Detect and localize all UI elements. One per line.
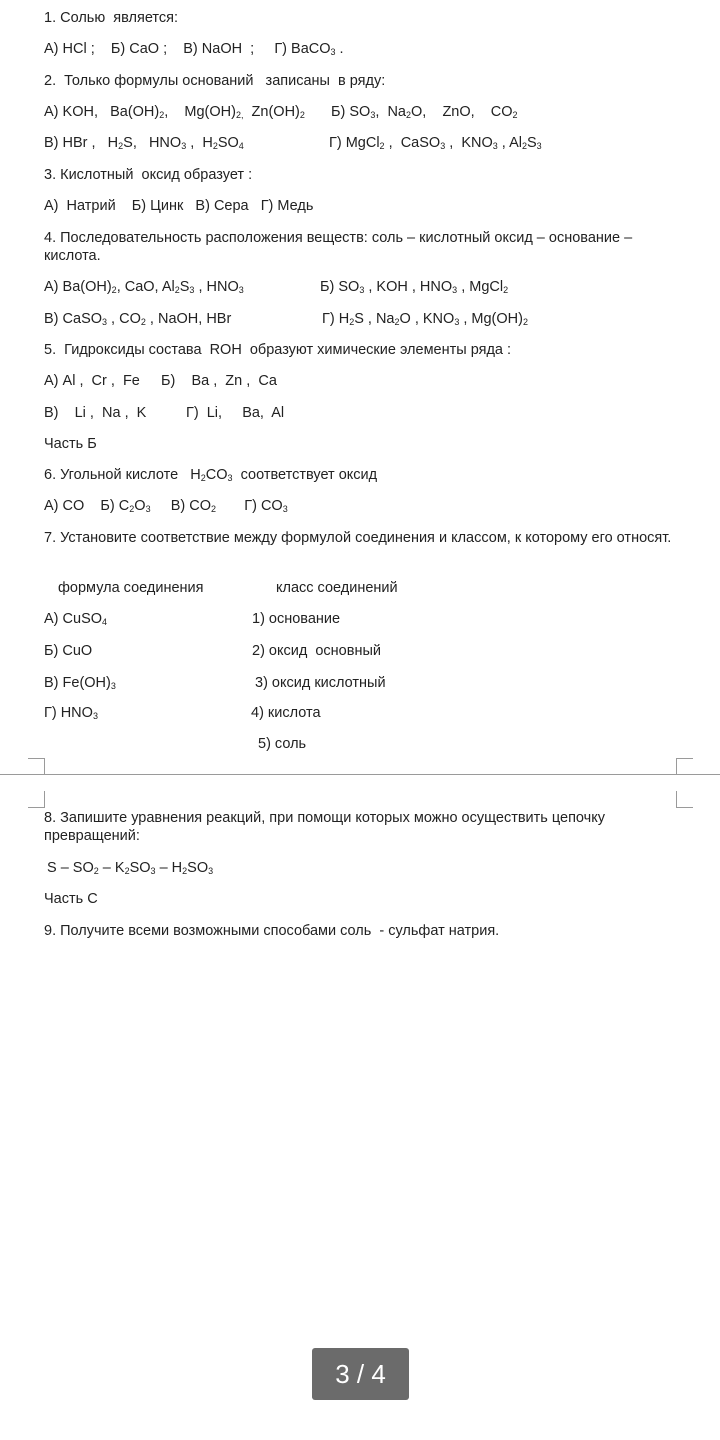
question-2-option-a: А) KOH, $Ba(OH)_2$, $Mg(OH)_{2,}$ $Zn(OH)_2$ xyxy=(44,104,305,120)
question-6: 6. Угольной кислоте $H_2CO_3$ соответствует оксид xyxy=(44,467,378,483)
question-2-option-d: Г) MgCl$_2$ , CaSO$_3$ , $KNO_3$ , $Al_2S_3$ xyxy=(329,135,542,151)
question-7-class-1: 1) основание xyxy=(252,611,341,627)
question-2-option-c: В) HBr , $H_2S$, $HNO_3$ , $H_2SO_4$ xyxy=(44,135,244,151)
question-5-option-c: В) Li , Na , K xyxy=(44,405,147,421)
question-7-formula-b: Б) CuO xyxy=(44,643,93,659)
question-3: 3. Кислотный оксид образует : xyxy=(44,167,253,183)
page-divider xyxy=(0,774,720,775)
part-b-heading: Часть Б xyxy=(44,436,97,452)
question-8: 8. Запишите уравнения реакций, при помощи которых можно осуществить цепочку превращений: xyxy=(44,810,605,844)
question-6-options: А) CO Б) $C_2O_3$ В) $CO_2$ Г) $CO_3$ xyxy=(44,498,288,514)
crop-mark-top-left xyxy=(28,758,45,775)
question-4-option-b: Б) $SO_3$ , KOH , $HNO_3$ , MgCl$_2$ xyxy=(320,279,509,295)
question-7-formula-a: А) CuSO$_4$ xyxy=(44,611,108,627)
question-1: 1. Солью является: xyxy=(44,10,179,26)
question-7-formula-d: Г) $HNO_3$ xyxy=(44,705,98,721)
page-indicator: 3 / 4 xyxy=(312,1348,409,1400)
crop-mark-top-right xyxy=(676,758,693,775)
question-4-option-d: Г) $H_2S$ , $Na_2O$ , $KNO_3$ , $Mg(OH)_2$ xyxy=(322,311,528,327)
question-5-option-a: А) Al , Cr , Fe xyxy=(44,373,140,389)
question-5-option-b: Б) Ba , Zn , Ca xyxy=(161,373,277,389)
question-2-option-b: Б) $SO_3$, $Na_2O$, ZnO, $CO_2$ xyxy=(331,104,518,120)
question-3-options: А) Натрий Б) Цинк В) Сера Г) Медь xyxy=(44,198,314,214)
question-7-formula-c: В) $Fe(OH)_3$ xyxy=(44,675,116,691)
question-7-class-2: 2) оксид основный xyxy=(252,643,381,659)
question-4-option-a: А) $Ba(OH)_2$, CaO, $Al_2S_3$ , $HNO_3$ xyxy=(44,279,244,295)
question-4: 4. Последовательность расположения веществ: соль – кислотный оксид – основание – кислота. xyxy=(44,230,633,264)
question-5-option-d: Г) Li, Ba, Al xyxy=(186,405,285,421)
crop-mark-bottom-left xyxy=(28,791,45,808)
question-7-class-3: 3) оксид кислотный xyxy=(255,675,386,691)
question-7-class-5: 5) соль xyxy=(258,736,307,752)
part-c-heading: Часть С xyxy=(44,891,98,907)
crop-mark-bottom-right xyxy=(676,791,693,808)
question-9: 9. Получите всеми возможными способами соль - сульфат натрия. xyxy=(44,923,500,939)
question-1-options: А) HCl ; Б) CaO ; В) NaOH ; Г) BaCO$_3$ . xyxy=(44,41,344,57)
question-7-column-class: класс соединений xyxy=(276,580,398,596)
question-7-class-4: 4) кислота xyxy=(251,705,321,721)
question-5: 5. Гидроксиды состава ROH образуют химические элементы ряда : xyxy=(44,342,512,358)
question-7: 7. Установите соответствие между формулой соединения и классом, к которому его относят. xyxy=(44,530,672,546)
question-4-option-c: В) CaSO$_3$ , $CO_2$ , NaOH, HBr xyxy=(44,311,232,327)
question-2: 2. Только формулы оснований записаны в ряду: xyxy=(44,73,386,89)
question-7-column-formula: формула соединения xyxy=(58,580,204,596)
question-8-chain: S – $SO_2 - K_2SO_3 - H_2SO_3$ xyxy=(47,860,214,876)
